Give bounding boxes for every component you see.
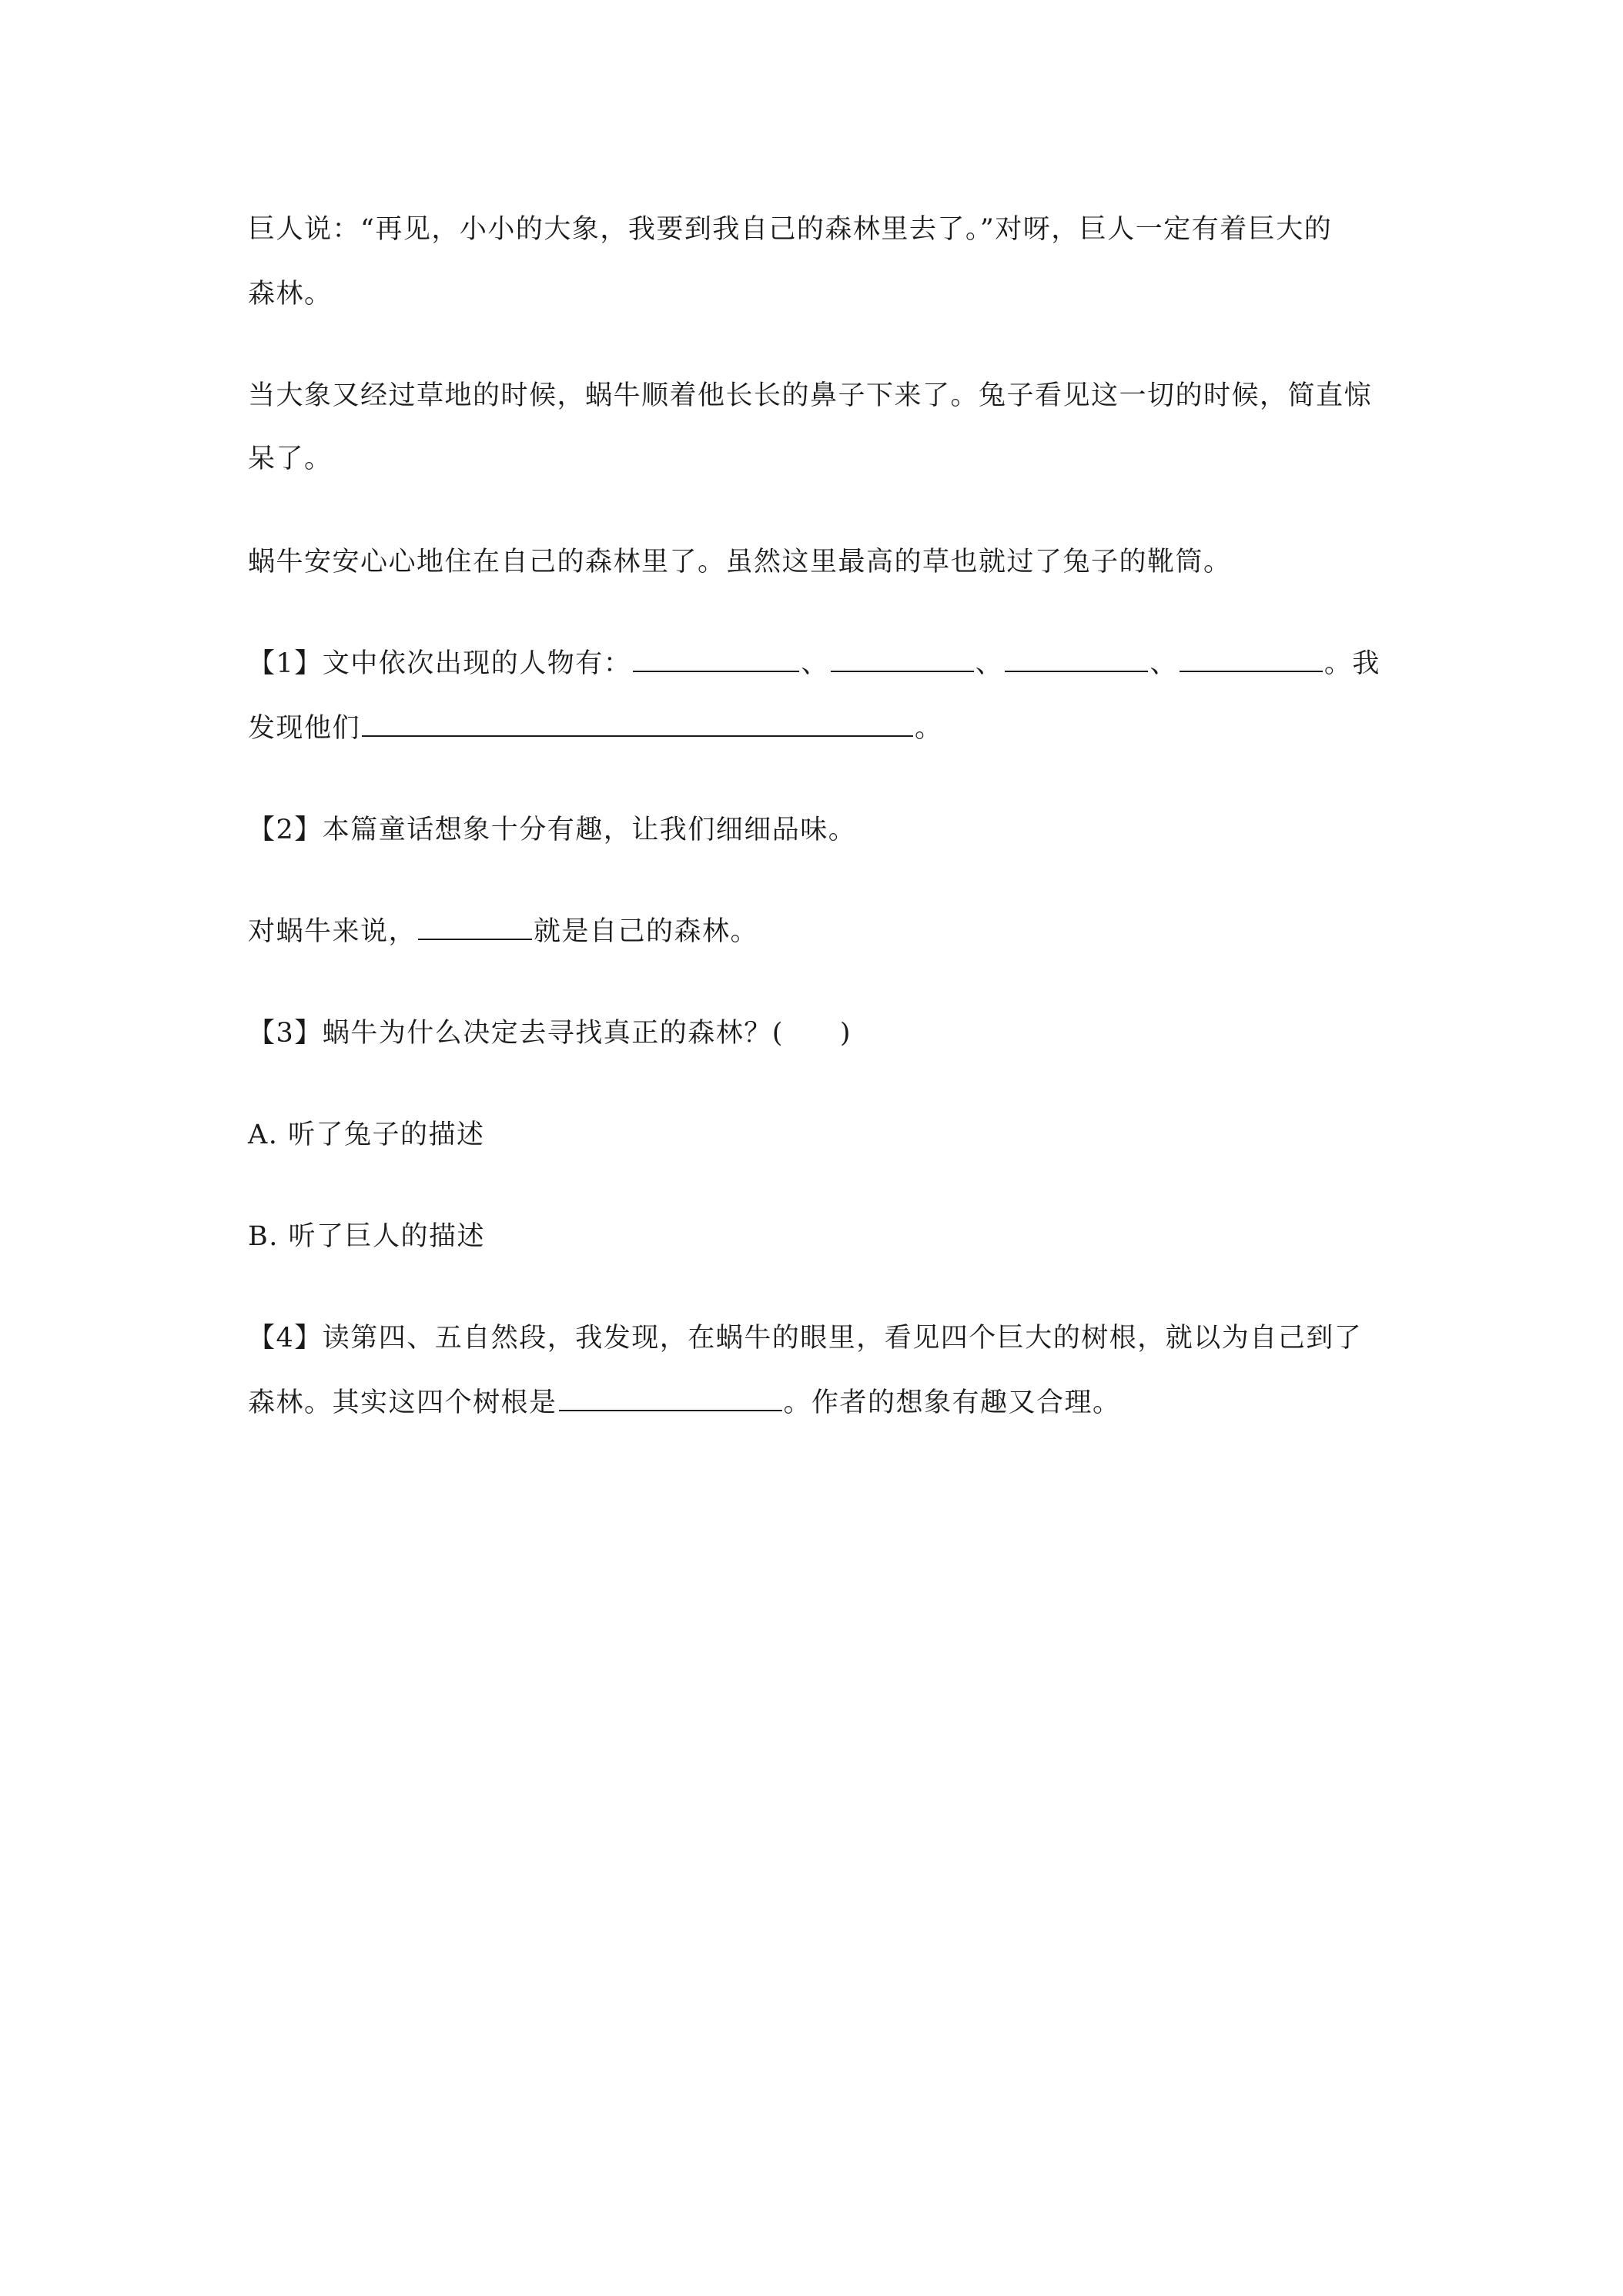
paragraph-elephant-grass-line1: 当大象又经过草地的时候，蜗牛顺着他长长的鼻子下来了。兔子看见这一切的时候，简直惊 — [248, 380, 1373, 411]
paragraph-snail-forest: 蜗牛安安心心地住在自己的森林里了。虽然这里最高的草也就过了兔子的靴筒。 — [248, 547, 1232, 577]
answer-blank-character-3[interactable] — [1005, 648, 1148, 672]
separator: 、 — [975, 648, 1004, 679]
question-3-option-b[interactable]: B. 听了巨人的描述 — [248, 1221, 485, 1252]
answer-blank-character-2[interactable] — [831, 648, 974, 672]
question-1-line1 — [248, 647, 1380, 681]
question-1-end: 。我 — [1323, 648, 1380, 679]
question-2-sub-prefix: 对蜗牛来说， — [248, 916, 417, 947]
answer-blank-tree-roots[interactable] — [559, 1387, 782, 1411]
answer-blank-discovery[interactable] — [362, 712, 913, 737]
question-1-line2-end: 。 — [915, 713, 943, 744]
question-3-option-a[interactable]: A. 听了兔子的描述 — [248, 1120, 485, 1150]
question-1-line2 — [248, 711, 943, 745]
separator: 、 — [801, 648, 829, 679]
question-4-line1: 【4】读第四、五自然段，我发现，在蜗牛的眼里，看见四个巨大的树根，就以为自己到了 — [248, 1323, 1363, 1354]
document-page — [248, 0, 1387, 2296]
separator: 、 — [1149, 648, 1178, 679]
question-4-line2-suffix: 。作者的想象有趣又合理。 — [783, 1387, 1121, 1418]
paragraph-giant-farewell-line2: 森林。 — [248, 279, 333, 310]
question-2-sub-suffix: 就是自己的森林。 — [534, 916, 759, 947]
question-4-line2-prefix: 森林。其实这四个树根是 — [248, 1387, 557, 1418]
question-4-line2 — [248, 1386, 1121, 1420]
paragraph-elephant-grass-line2: 呆了。 — [248, 443, 333, 474]
question-2: 【2】本篇童话想象十分有趣，让我们细细品味。 — [248, 815, 857, 845]
paragraph-giant-farewell-line1: 巨人说：“再见，小小的大象，我要到我自己的森林里去了。”对呀，巨人一定有着巨大的 — [248, 214, 1333, 245]
question-1-line2-prefix: 发现他们 — [248, 713, 361, 744]
question-2-subquestion — [248, 915, 758, 949]
question-3: 【3】蜗牛为什么决定去寻找真正的森林？( ) — [248, 1018, 852, 1049]
answer-blank-snail-forest[interactable] — [418, 915, 532, 940]
answer-blank-character-1[interactable] — [633, 648, 799, 672]
question-1-prefix: 【1】文中依次出现的人物有： — [248, 648, 632, 679]
answer-blank-character-4[interactable] — [1180, 648, 1323, 672]
